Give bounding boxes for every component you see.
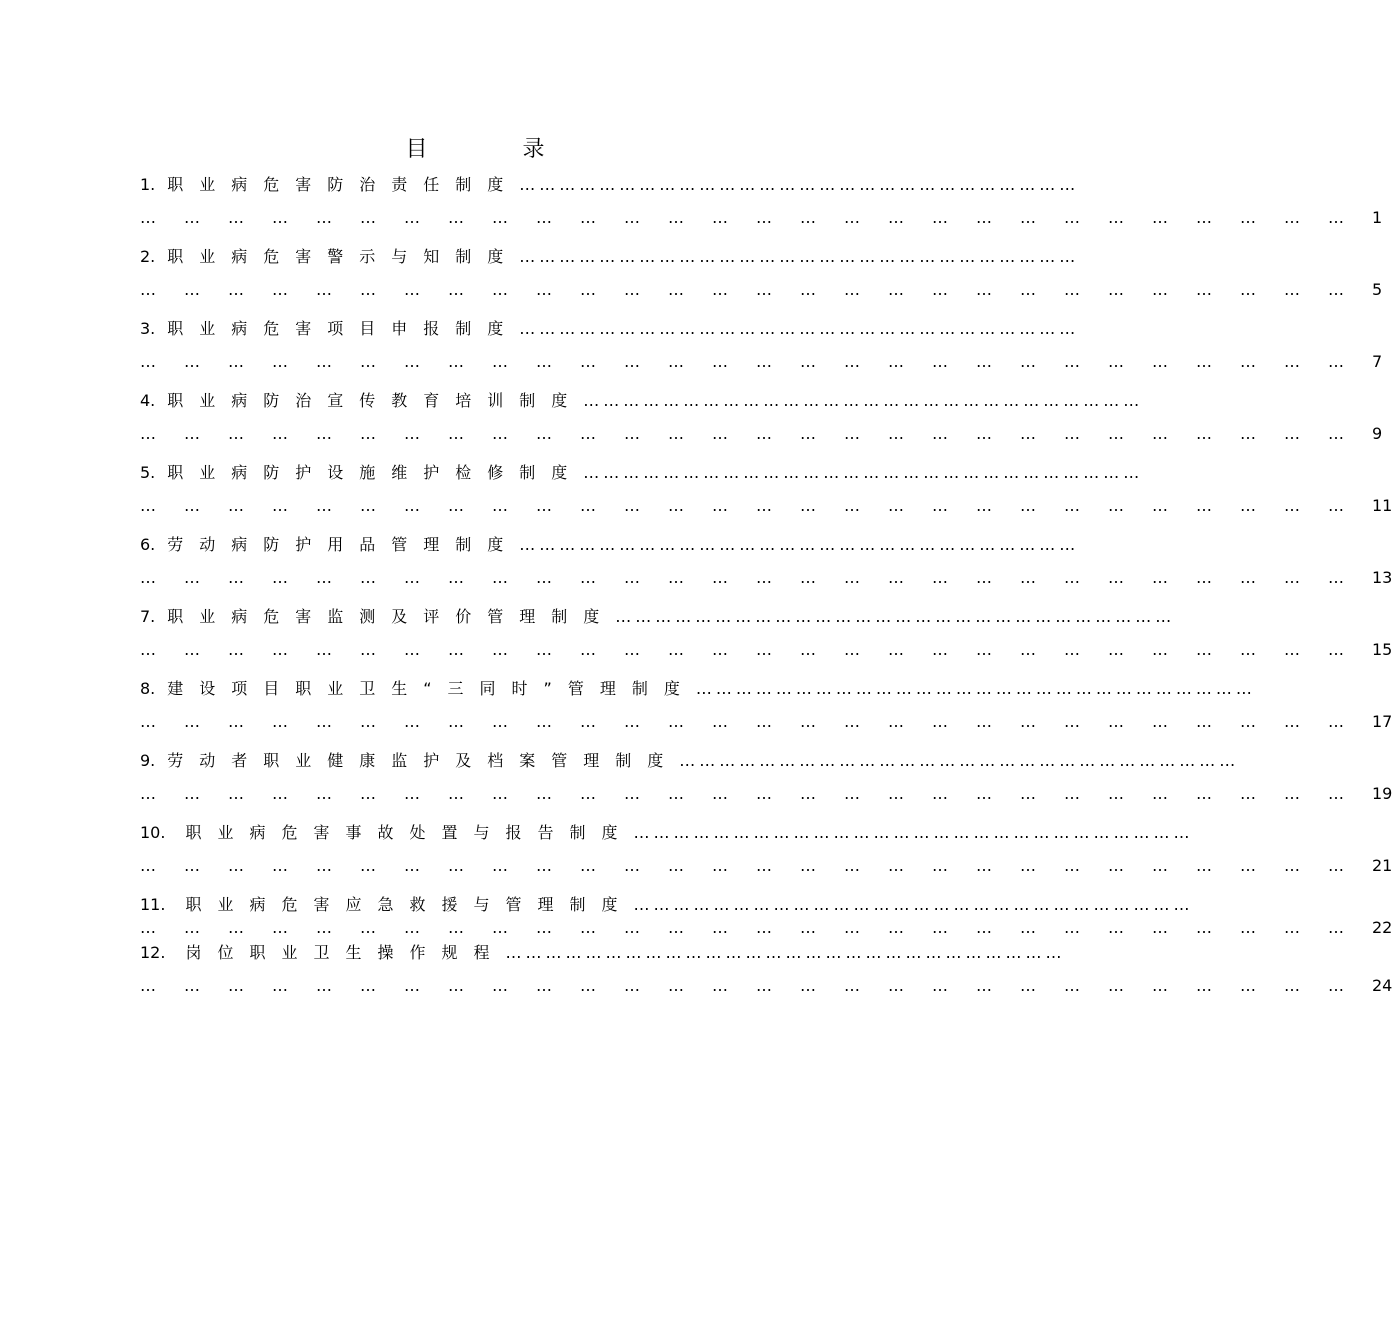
toc-entry[interactable] bbox=[140, 388, 1383, 460]
leader-dots: ………………………………………………………………………… bbox=[140, 208, 1372, 227]
entry-title: 劳动病防护用品管理制度 bbox=[167, 535, 520, 554]
entry-title: 建设项目职业卫生“三同时”管理制度 bbox=[167, 679, 696, 698]
entry-number: 3. bbox=[140, 319, 156, 338]
entry-title: 岗位职业卫生操作规程 bbox=[185, 943, 506, 962]
leader-dots: ………………………………………………………………………… bbox=[679, 751, 1240, 770]
entry-page: 21 bbox=[1372, 856, 1392, 875]
entry-title: 职业病防护设施维护检修制度 bbox=[167, 463, 584, 482]
leader-dots: ………………………………………………………………………… bbox=[140, 424, 1372, 443]
toc-entry[interactable] bbox=[140, 172, 1383, 244]
leader-dots: ………………………………………………………………………… bbox=[140, 976, 1372, 995]
toc-entry[interactable] bbox=[140, 820, 1392, 892]
leader-dots: ………………………………………………………………………… bbox=[583, 463, 1144, 482]
entry-title: 职业病危害监测及评价管理制度 bbox=[167, 607, 616, 626]
leader-dots: ………………………………………………………………………… bbox=[615, 607, 1176, 626]
toc-entry[interactable] bbox=[140, 748, 1392, 820]
entry-title: 劳动者职业健康监护及档案管理制度 bbox=[167, 751, 680, 770]
entry-page: 5 bbox=[1372, 280, 1383, 299]
entry-page: 1 bbox=[1372, 208, 1383, 227]
toc-entry[interactable] bbox=[140, 316, 1383, 388]
table-of-contents bbox=[140, 172, 1392, 1012]
toc-title: 目 录 bbox=[405, 137, 589, 162]
entry-number: 4. bbox=[140, 391, 156, 410]
entry-page: 15 bbox=[1372, 640, 1392, 659]
leader-dots: ………………………………………………………………………… bbox=[140, 496, 1372, 515]
toc-entry[interactable] bbox=[140, 532, 1392, 604]
entry-number: 12. bbox=[140, 943, 166, 962]
entry-page: 13 bbox=[1372, 568, 1392, 587]
toc-entry[interactable] bbox=[140, 892, 1392, 940]
leader-dots: ………………………………………………………………………… bbox=[140, 712, 1372, 731]
entry-title: 职业病危害防治责任制度 bbox=[167, 175, 520, 194]
entry-number: 10. bbox=[140, 823, 166, 842]
leader-dots: ………………………………………………………………………… bbox=[140, 352, 1372, 371]
leader-dots: ………………………………………………………………………… bbox=[633, 823, 1194, 842]
entry-number: 1. bbox=[140, 175, 156, 194]
leader-dots: ………………………………………………………………………… bbox=[583, 391, 1144, 410]
leader-dots: ………………………………………………………………………… bbox=[140, 784, 1372, 803]
entry-page: 19 bbox=[1372, 784, 1392, 803]
entry-title: 职业病危害警示与知制度 bbox=[167, 247, 520, 266]
leader-dots: ………………………………………………………………………… bbox=[633, 895, 1194, 914]
entry-title: 职业病危害项目申报制度 bbox=[167, 319, 520, 338]
entry-page: 7 bbox=[1372, 352, 1383, 371]
leader-dots: ………………………………………………………………………… bbox=[695, 679, 1256, 698]
leader-dots: ………………………………………………………………………… bbox=[519, 535, 1080, 554]
leader-dots: ………………………………………………………………………… bbox=[140, 568, 1372, 587]
entry-number: 2. bbox=[140, 247, 156, 266]
toc-entry[interactable] bbox=[140, 940, 1392, 1012]
entry-title: 职业病危害事故处置与报告制度 bbox=[185, 823, 634, 842]
leader-dots: ………………………………………………………………………… bbox=[519, 319, 1080, 338]
toc-entry[interactable] bbox=[140, 460, 1392, 532]
leader-dots: ………………………………………………………………………… bbox=[140, 280, 1372, 299]
toc-entry[interactable] bbox=[140, 604, 1392, 676]
entry-title: 职业病防治宣传教育培训制度 bbox=[167, 391, 584, 410]
leader-dots: ………………………………………………………………………… bbox=[519, 247, 1080, 266]
toc-entry[interactable] bbox=[140, 676, 1392, 748]
entry-number: 11. bbox=[140, 895, 166, 914]
leader-dots: ………………………………………………………………………… bbox=[140, 856, 1372, 875]
entry-page: 22 bbox=[1372, 918, 1392, 937]
leader-dots: ………………………………………………………………………… bbox=[140, 640, 1372, 659]
entry-number: 5. bbox=[140, 463, 156, 482]
entry-page: 17 bbox=[1372, 712, 1392, 731]
entry-number: 8. bbox=[140, 679, 156, 698]
entry-number: 6. bbox=[140, 535, 156, 554]
entry-number: 9. bbox=[140, 751, 156, 770]
leader-dots: ………………………………………………………………………… bbox=[519, 175, 1080, 194]
entry-title: 职业病危害应急救援与管理制度 bbox=[185, 895, 634, 914]
entry-page: 24 bbox=[1372, 976, 1392, 995]
leader-dots: ………………………………………………………………………… bbox=[140, 918, 1372, 937]
toc-entry[interactable] bbox=[140, 244, 1383, 316]
leader-dots: ………………………………………………………………………… bbox=[505, 943, 1066, 962]
entry-number: 7. bbox=[140, 607, 156, 626]
entry-page: 9 bbox=[1372, 424, 1383, 443]
entry-page: 11 bbox=[1372, 496, 1392, 515]
